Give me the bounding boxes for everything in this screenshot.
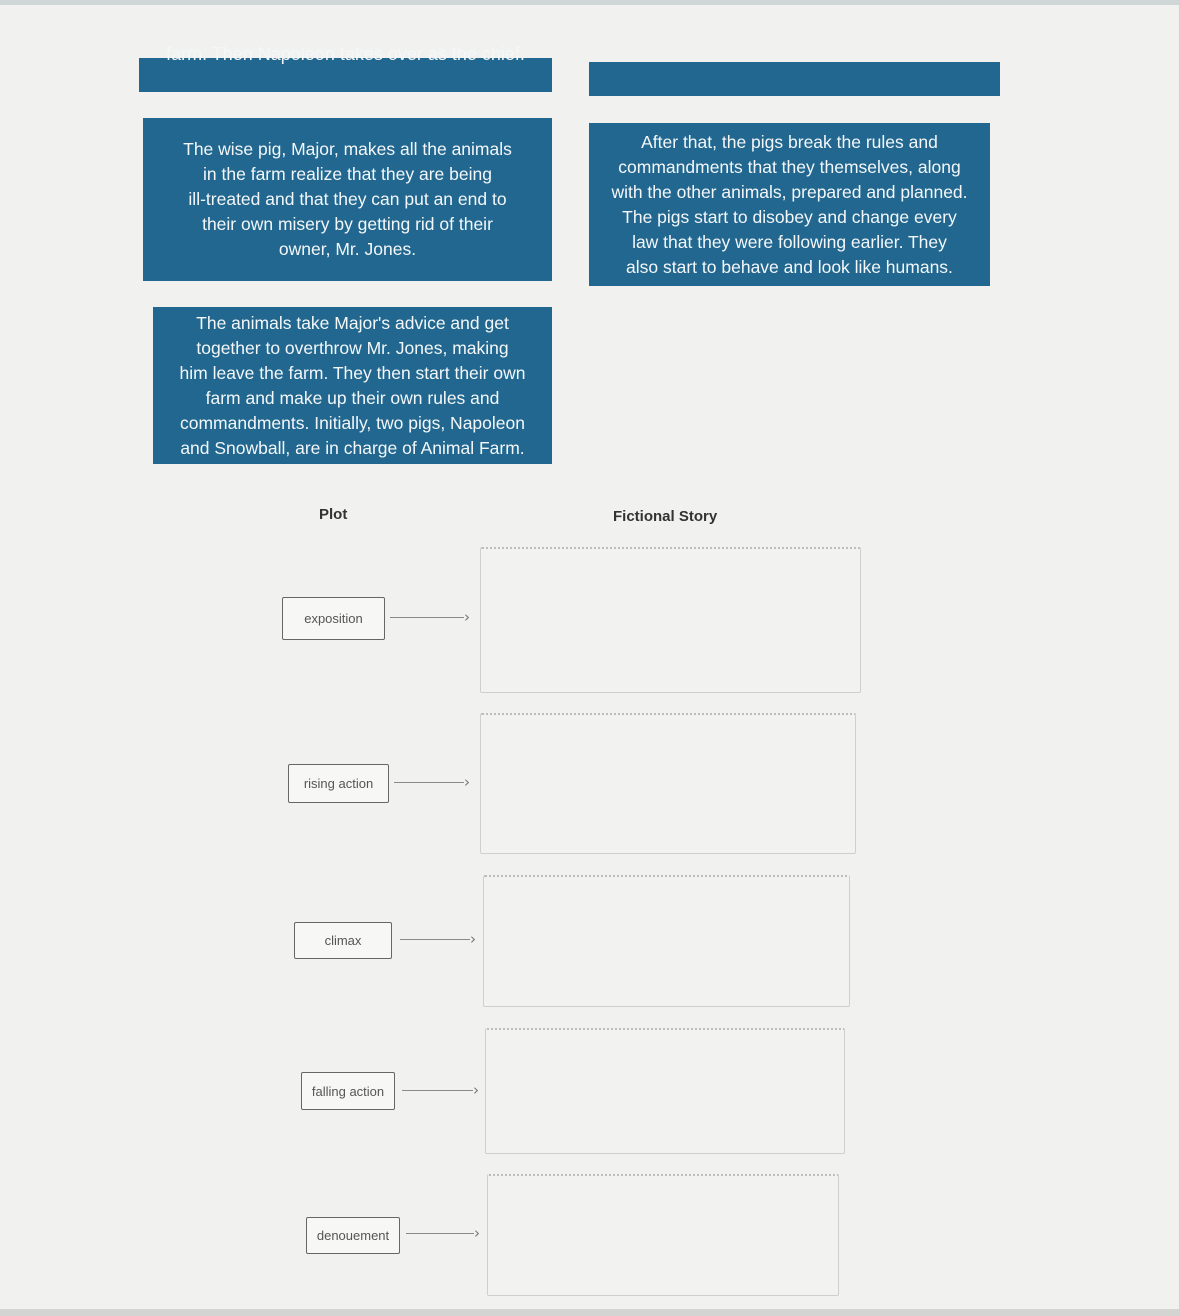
answer-card-text: The animals take Major's advice and get together to overthrow Mr. Jones, making him leave the farm. They then start their own farm and make up their own rules and commandments. Initially, two pigs, Napoleon and Snowball, are in charge of Animal Farm. <box>179 312 526 458</box>
arrow-right-icon: › <box>402 1085 479 1097</box>
arrow-right-icon: › <box>406 1228 480 1240</box>
answer-card-napoleon-chief[interactable] <box>139 44 552 92</box>
stage-label-rising-action: rising action <box>288 764 389 803</box>
stage-label-denouement: denouement <box>306 1217 400 1254</box>
arrow-right-icon: › <box>400 934 476 946</box>
answer-card-partial[interactable] <box>589 62 1000 96</box>
stage-label-climax: climax <box>294 922 392 959</box>
bottom-edge <box>0 1309 1179 1316</box>
answer-card-major[interactable] <box>143 118 552 281</box>
plot-column-heading: Plot <box>319 506 348 523</box>
answer-card-text: The wise pig, Major, makes all the animals in the farm realize that they are being ill-treated and that they can put an end to their own misery by getting rid of their owner, Mr. Jones. <box>183 139 512 259</box>
answer-card-text: farm. Then Napoleon takes over as the chief. <box>166 44 525 64</box>
top-strip <box>0 0 1179 5</box>
drop-zone-rising-action[interactable] <box>480 713 856 854</box>
stage-label-falling-action: falling action <box>301 1072 395 1110</box>
drop-zone-exposition[interactable] <box>480 547 861 693</box>
stage-label-exposition: exposition <box>282 597 385 640</box>
drop-zone-falling-action[interactable] <box>485 1028 845 1154</box>
story-column-heading: Fictional Story <box>613 508 718 525</box>
drop-zone-denouement[interactable] <box>487 1174 839 1296</box>
answer-card-text: After that, the pigs break the rules and commandments that they themselves, along with the other animals, prepared and planned. The pigs start to disobey and change every law that they were following earlier. They also start to behave and look like humans. <box>611 131 968 277</box>
drop-zone-climax[interactable] <box>483 875 850 1007</box>
arrow-right-icon: › <box>390 612 470 624</box>
answer-card-animals-overthrow[interactable] <box>153 307 552 464</box>
answer-card-pigs-break-rules[interactable] <box>589 123 990 286</box>
arrow-right-icon: › <box>394 777 470 789</box>
